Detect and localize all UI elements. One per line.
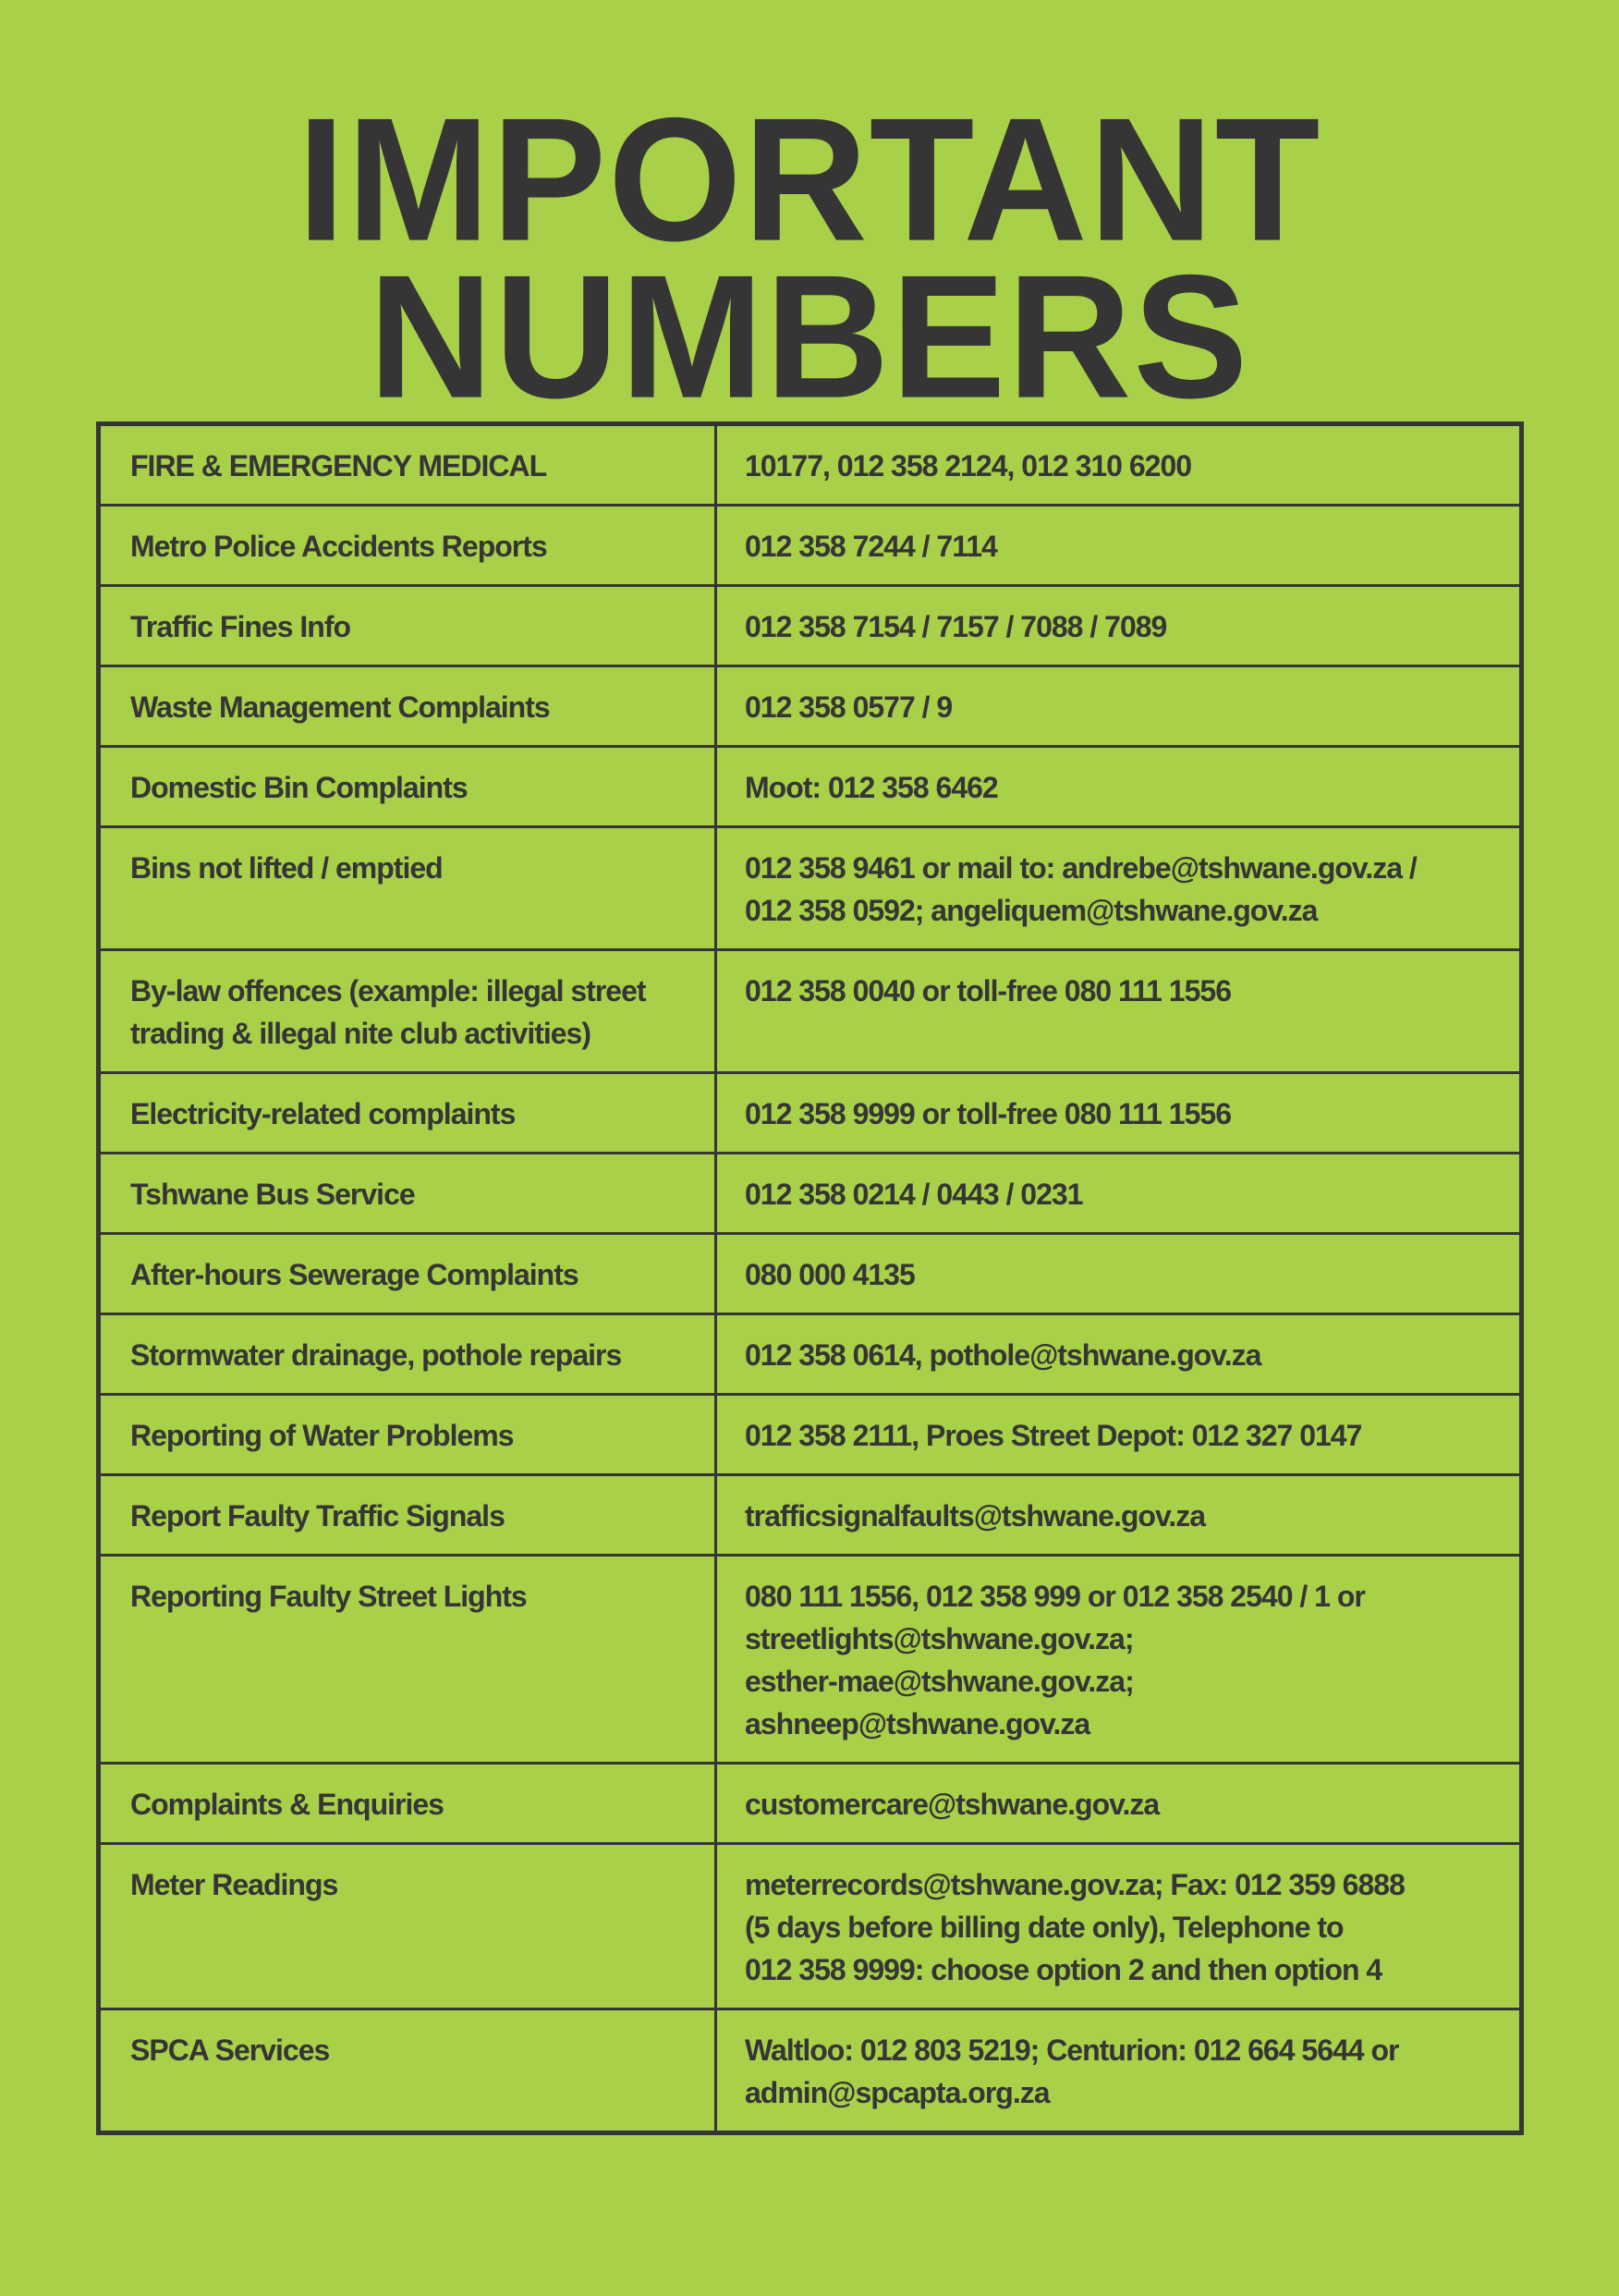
contact-value: meterrecords@tshwane.gov.za; Fax: 012 359 6888 (5 days before billing date only), Telephone to 012 358 9999: choose option 2 and then option 4 [716,1844,1522,2009]
table-row [99,1395,1522,1475]
table-row [99,1475,1522,1556]
service-label: SPCA Services [99,2009,716,2133]
title-line-2 [0,238,1619,435]
contact-value: 012 358 9999 or toll-free 080 111 1556 [716,1073,1522,1154]
contact-value: trafficsignalfaults@tshwane.gov.za [716,1475,1522,1556]
service-label: Bins not lifted / emptied [99,827,716,950]
table-row [99,1314,1522,1395]
contact-value: 080 000 4135 [716,1234,1522,1314]
contact-value: 012 358 0577 / 9 [716,666,1522,747]
table-row [99,424,1522,506]
contact-value: 012 358 7244 / 7114 [716,506,1522,586]
important-numbers-table [96,421,1524,2135]
table-row [99,666,1522,747]
table-row [99,2009,1522,2133]
service-label: Electricity-related complaints [99,1073,716,1154]
service-label: Tshwane Bus Service [99,1154,716,1234]
contact-value: 080 111 1556, 012 358 999 or 012 358 2540 / 1 or streetlights@tshwane.gov.za; esther-mae@tshwane.gov.za; ashneep@tshwane.gov.za [716,1556,1522,1764]
service-label: By-law offences (example: illegal street trading & illegal nite club activities) [99,950,716,1073]
table-row [99,506,1522,586]
title-numbers: NUMBERS [369,238,1250,435]
service-label: Reporting Faulty Street Lights [99,1556,716,1764]
table-row [99,1154,1522,1234]
contact-value: 012 358 9461 or mail to: andrebe@tshwane.gov.za / 012 358 0592; angeliquem@tshwane.gov.za [716,827,1522,950]
service-label: Report Faulty Traffic Signals [99,1475,716,1556]
table-body [99,424,1522,2133]
table-row [99,827,1522,950]
contact-value: customercare@tshwane.gov.za [716,1764,1522,1844]
table-row [99,1844,1522,2009]
title-important: IMPORTANT [297,81,1322,278]
contact-value: 10177, 012 358 2124, 012 310 6200 [716,424,1522,506]
table-row [99,747,1522,827]
table-row [99,950,1522,1073]
table-row [99,1073,1522,1154]
service-label: After-hours Sewerage Complaints [99,1234,716,1314]
service-label: Domestic Bin Complaints [99,747,716,827]
service-label: FIRE & EMERGENCY MEDICAL [99,424,716,506]
service-label: Metro Police Accidents Reports [99,506,716,586]
table-row [99,1764,1522,1844]
contact-value: Moot: 012 358 6462 [716,747,1522,827]
contact-value: Waltloo: 012 803 5219; Centurion: 012 664 5644 or admin@spcapta.org.za [716,2009,1522,2133]
contact-value: 012 358 0214 / 0443 / 0231 [716,1154,1522,1234]
service-label: Reporting of Water Problems [99,1395,716,1475]
contact-value: 012 358 0614, pothole@tshwane.gov.za [716,1314,1522,1395]
service-label: Meter Readings [99,1844,716,2009]
contact-value: 012 358 7154 / 7157 / 7088 / 7089 [716,586,1522,666]
service-label: Stormwater drainage, pothole repairs [99,1314,716,1395]
table-row [99,1556,1522,1764]
service-label: Complaints & Enquiries [99,1764,716,1844]
service-label: Waste Management Complaints [99,666,716,747]
table-row [99,586,1522,666]
contact-value: 012 358 2111, Proes Street Depot: 012 327 0147 [716,1395,1522,1475]
table-row [99,1234,1522,1314]
contact-value: 012 358 0040 or toll-free 080 111 1556 [716,950,1522,1073]
service-label: Traffic Fines Info [99,586,716,666]
